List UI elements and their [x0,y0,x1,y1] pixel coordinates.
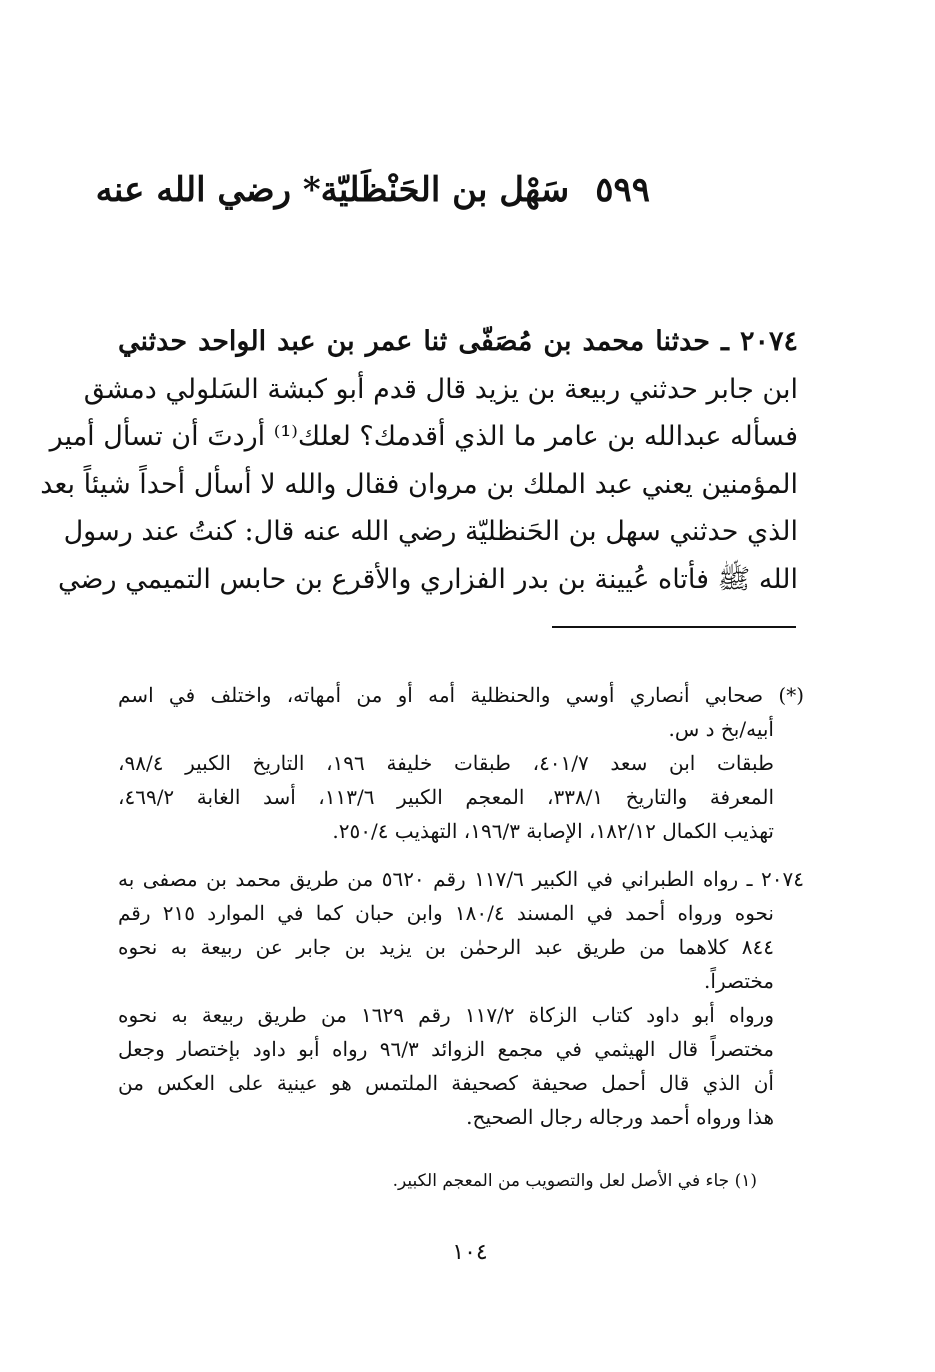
notes-gap [118,848,804,862]
chapter-number: ٥٩٩ [595,170,650,210]
biography-note-line: طبقات ابن سعد ٤٠١/٧، طبقات خليفة ١٩٦، التاريخ الكبير ٩٨/٤، [118,751,774,775]
hadith-line: الله ﷺ فأتاه عُيينة بن بدر الفزاري والأقرع بن حابس التميمي رضي [58,563,798,595]
hadith-line: فسأله عبدالله بن عامر ما الذي أقدمك؟ لعلك⁽¹⁾ أردتَ أن تسأل أمير [49,421,798,452]
takhrij-note-line: أن الذي قال أحمل صحيفة كصحيفة الملتمس هو عينية على العكس من [118,1071,774,1095]
biography-note-line: المعرفة والتاريخ ٣٣٨/١، المعجم الكبير ١١٣/٦، أسد الغابة ٤٦٩/٢، [118,785,775,809]
takhrij-note-line: ٨٤٤ كلاهما من طريق عبد الرحمٰن بن يزيد بن جابر عن ربيعة به نحوه [118,935,774,959]
takhrij-note-line: هذا ورواه أحمد ورجاله رجال الصحيح. [466,1105,774,1129]
chapter-title: سَهْل بن الحَنْظَليّة* رضي الله عنه [95,170,570,210]
hadith-line [118,318,798,366]
takhrij-note-line: مختصراً قال الهيثمي في مجمع الزوائد ٩٦/٣ رواه أبو داود بإختصار وجعل [118,1037,774,1061]
takhrij-note-line: ورواه أبو داود كتاب الزكاة ١١٧/٢ رقم ١٦٢٩ من طريق ربيعة به نحوه [118,1003,774,1027]
footnote-separator [552,626,796,628]
hadith-text [40,318,798,603]
hadith-isnad-lead: ٢٠٧٤ ـ حدثنا محمد بن مُصَفّى ثنا عمر بن عبد الواحد حدثني [118,326,798,357]
hadith-line: المؤمنين يعني عبد الملك بن مروان فقال والله لا أسأل أحداً شيئاً بعد [40,468,798,500]
correction-footnote: (١) جاء في الأصل لعل والتصويب من المعجم الكبير. [392,1171,757,1191]
hadith-line: الذي حدثني سهل بن الحَنظليّة رضي الله عنه قال: كنتُ عند رسول [63,516,798,547]
takhrij-note-line: ٢٠٧٤ ـ رواه الطبراني في الكبير ١١٧/٦ رقم ٥٦٢٠ من طريق محمد بن مصفى به [118,867,804,891]
chapter-heading [95,170,650,210]
biography-note-line: أبيه/بخ د س. [668,717,774,741]
hadith-line: ابن جابر حدثني ربيعة بن يزيد قال قدم أبو كبشة السَلولي دمشق [83,373,798,405]
biography-note-line: (*) صحابي أنصاري أوسي والحنظلية أمه أو من أمهاته، واختلف في اسم [118,683,805,707]
takhrij-note-line: مختصراً. [704,969,774,993]
page-number: ١٠٤ [452,1240,488,1265]
biography-note-line: تهذيب الكمال ١٨٢/١٢، الإصابة ١٩٦/٣، التهذيب ٢٥٠/٤. [332,819,774,843]
footnotes-block [118,678,804,1134]
takhrij-note-line: نحوه ورواه أحمد في المسند ١٨٠/٤ وابن حبان كما في الموارد ٢١٥ رقم [118,901,775,925]
